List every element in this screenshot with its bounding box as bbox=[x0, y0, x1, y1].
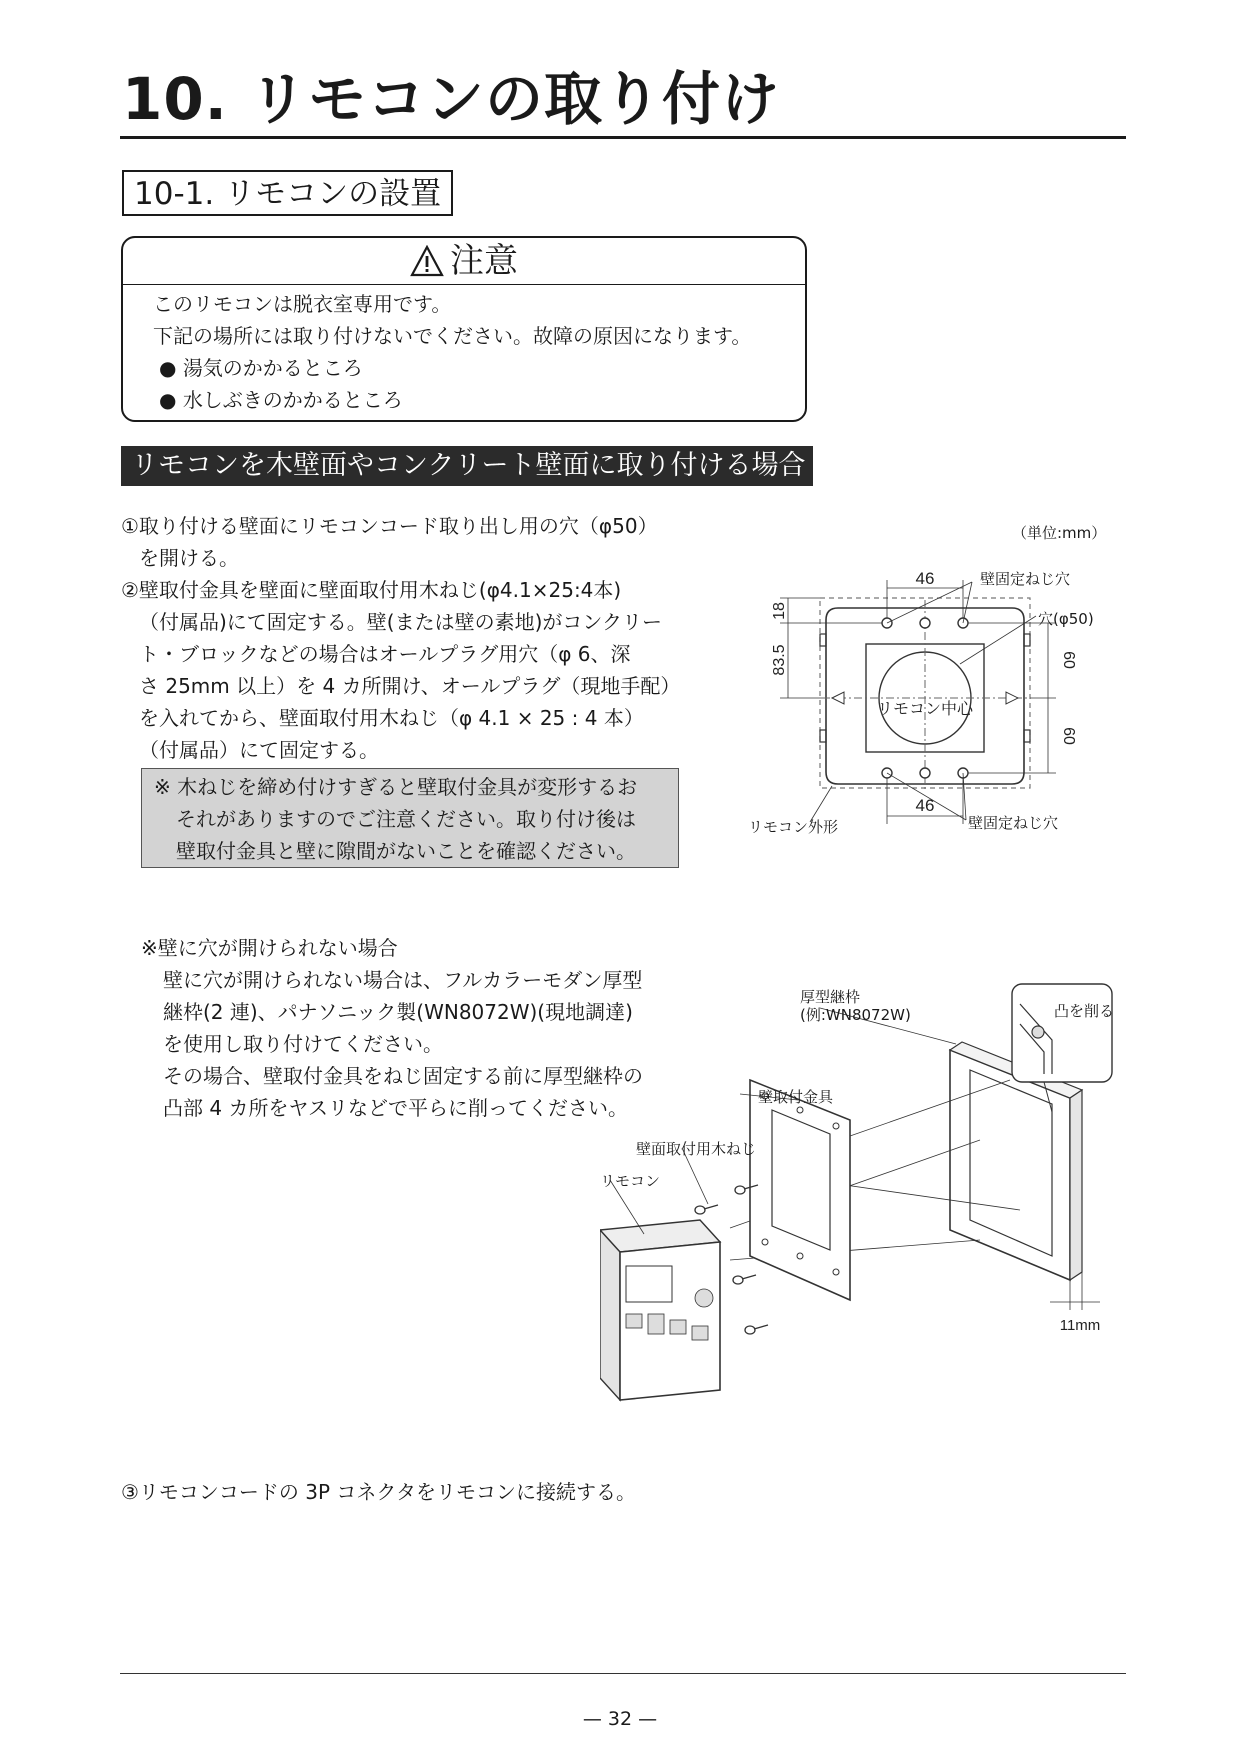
caution-header bbox=[123, 238, 805, 285]
step-1-line: ①取り付ける壁面にリモコンコード取り出し用の穴（φ50） bbox=[121, 514, 658, 538]
screw-shaft bbox=[754, 1325, 768, 1329]
bracket-label: 壁取付金具 bbox=[758, 1088, 834, 1106]
screw-hole-bottom-label: 壁固定ねじ穴 bbox=[968, 814, 1059, 832]
remote-display bbox=[626, 1266, 672, 1302]
note-line: それがありますのでご注意ください。取り付け後は bbox=[176, 807, 636, 831]
page-number: — 32 — bbox=[582, 1708, 658, 1730]
caution-bullet: ● 湯気のかかるところ bbox=[159, 356, 363, 380]
dim-60a-label: 60 bbox=[1060, 651, 1077, 669]
screw-hole bbox=[920, 768, 930, 778]
remote-label: リモコン bbox=[600, 1172, 661, 1190]
step-2-line: さ 25mm 以上）を 4 カ所開け、オールプラグ（現地手配） bbox=[139, 674, 681, 698]
dim-835-label: 83.5 bbox=[771, 644, 788, 676]
alt-line: 継枠(2 連)、パナソニック製(WN8072W)(現地調達) bbox=[163, 1000, 633, 1024]
step-list bbox=[121, 510, 680, 766]
dim-top-label: 46 bbox=[915, 569, 935, 588]
caution-bullet: ● 水しぶきのかかるところ bbox=[159, 388, 403, 412]
caution-line: このリモコンは脱衣室専用です。 bbox=[153, 292, 452, 316]
note-box bbox=[141, 768, 679, 868]
caution-body bbox=[153, 288, 751, 416]
unit-label: （単位:mm） bbox=[1012, 524, 1107, 542]
bracket-tab bbox=[1024, 730, 1030, 742]
step-2-line: ト・ブロックなどの場合はオールプラグ用穴（φ 6、深 bbox=[139, 642, 631, 666]
caution-title: 注意 bbox=[450, 241, 518, 281]
dim-60b-label: 60 bbox=[1060, 727, 1077, 745]
remote-dial bbox=[695, 1289, 713, 1307]
bump-icon bbox=[1032, 1026, 1044, 1038]
wall-bracket-cutout bbox=[772, 1110, 830, 1250]
outline-label: リモコン外形 bbox=[748, 818, 839, 836]
alt-line: その場合、壁取付金具をねじ固定する前に厚型継枠の bbox=[163, 1064, 643, 1088]
screw-icon bbox=[735, 1186, 745, 1194]
step-1-line: を開ける。 bbox=[139, 546, 239, 570]
page-title: 10. リモコンの取り付け bbox=[122, 65, 780, 133]
alt-heading: ※壁に穴が開けられない場合 bbox=[141, 936, 398, 960]
center-label: リモコン中心 bbox=[876, 701, 974, 718]
caution-line: 下記の場所には取り付けないでください。故障の原因になります。 bbox=[153, 324, 752, 348]
thick-frame-side bbox=[1070, 1090, 1082, 1280]
screw-icon bbox=[695, 1206, 705, 1214]
alt-line: 壁に穴が開けられない場合は、フルカラーモダン厚型 bbox=[163, 968, 643, 992]
remote-button bbox=[692, 1326, 708, 1340]
exploded-install-diagram bbox=[600, 980, 1120, 1440]
step-2-line: ②壁取付金具を壁面に壁面取付用木ねじ(φ4.1×25:4本) bbox=[121, 578, 622, 602]
bracket-dimension-diagram bbox=[740, 560, 1080, 840]
hole-label: 穴(φ50) bbox=[1038, 610, 1094, 628]
bracket-tab bbox=[1024, 634, 1030, 646]
bracket-tab bbox=[820, 730, 826, 742]
alt-line: 凸部 4 カ所をヤスリなどで平らに削ってください。 bbox=[163, 1096, 629, 1120]
alt-section bbox=[141, 932, 643, 1124]
footer-divider bbox=[120, 1673, 1126, 1674]
note-line: ※ 木ねじを締め付けすぎると壁取付金具が変形するお bbox=[154, 775, 638, 799]
dim-18-label: 18 bbox=[771, 602, 788, 620]
warning-triangle-icon bbox=[410, 245, 444, 277]
section-title: 10-1. リモコンの設置 bbox=[122, 170, 453, 216]
screw-shaft bbox=[742, 1275, 756, 1279]
step-2-line: （付属品)にて固定する。壁(または壁の素地)がコンクリー bbox=[139, 610, 663, 634]
bracket-tab bbox=[820, 634, 826, 646]
frame-label: 厚型継枠 (例:WN8072W) bbox=[800, 988, 911, 1024]
note-line: 壁取付金具と壁に隙間がないことを確認ください。 bbox=[176, 839, 636, 863]
section-banner: リモコンを木壁面やコンクリート壁面に取り付ける場合 bbox=[121, 446, 813, 486]
remote-button bbox=[670, 1320, 686, 1334]
screw-icon bbox=[745, 1326, 755, 1334]
screw-hole-top-label: 壁固定ねじ穴 bbox=[980, 570, 1071, 588]
dim-bottom-label: 46 bbox=[915, 796, 935, 815]
shave-label: 凸を削る bbox=[1054, 1002, 1115, 1020]
screw-icon bbox=[733, 1276, 743, 1284]
screw-label: 壁面取付用木ねじ bbox=[636, 1140, 757, 1158]
step-2-line: （付属品）にて固定する。 bbox=[139, 738, 379, 762]
screw-hole bbox=[920, 618, 930, 628]
remote-button bbox=[626, 1314, 642, 1328]
step-2-line: を入れてから、壁面取付用木ねじ（φ 4.1 × 25 : 4 本） bbox=[139, 706, 644, 730]
screw-shaft bbox=[704, 1205, 718, 1209]
caution-box bbox=[121, 236, 807, 422]
step-3-line: ③リモコンコードの 3P コネクタをリモコンに接続する。 bbox=[121, 1480, 637, 1504]
dim-11mm-label: 11mm bbox=[1059, 1317, 1101, 1334]
title-divider bbox=[120, 136, 1126, 139]
alt-line: を使用し取り付けてください。 bbox=[163, 1032, 443, 1056]
remote-side-face bbox=[600, 1230, 620, 1400]
remote-button bbox=[648, 1314, 664, 1334]
